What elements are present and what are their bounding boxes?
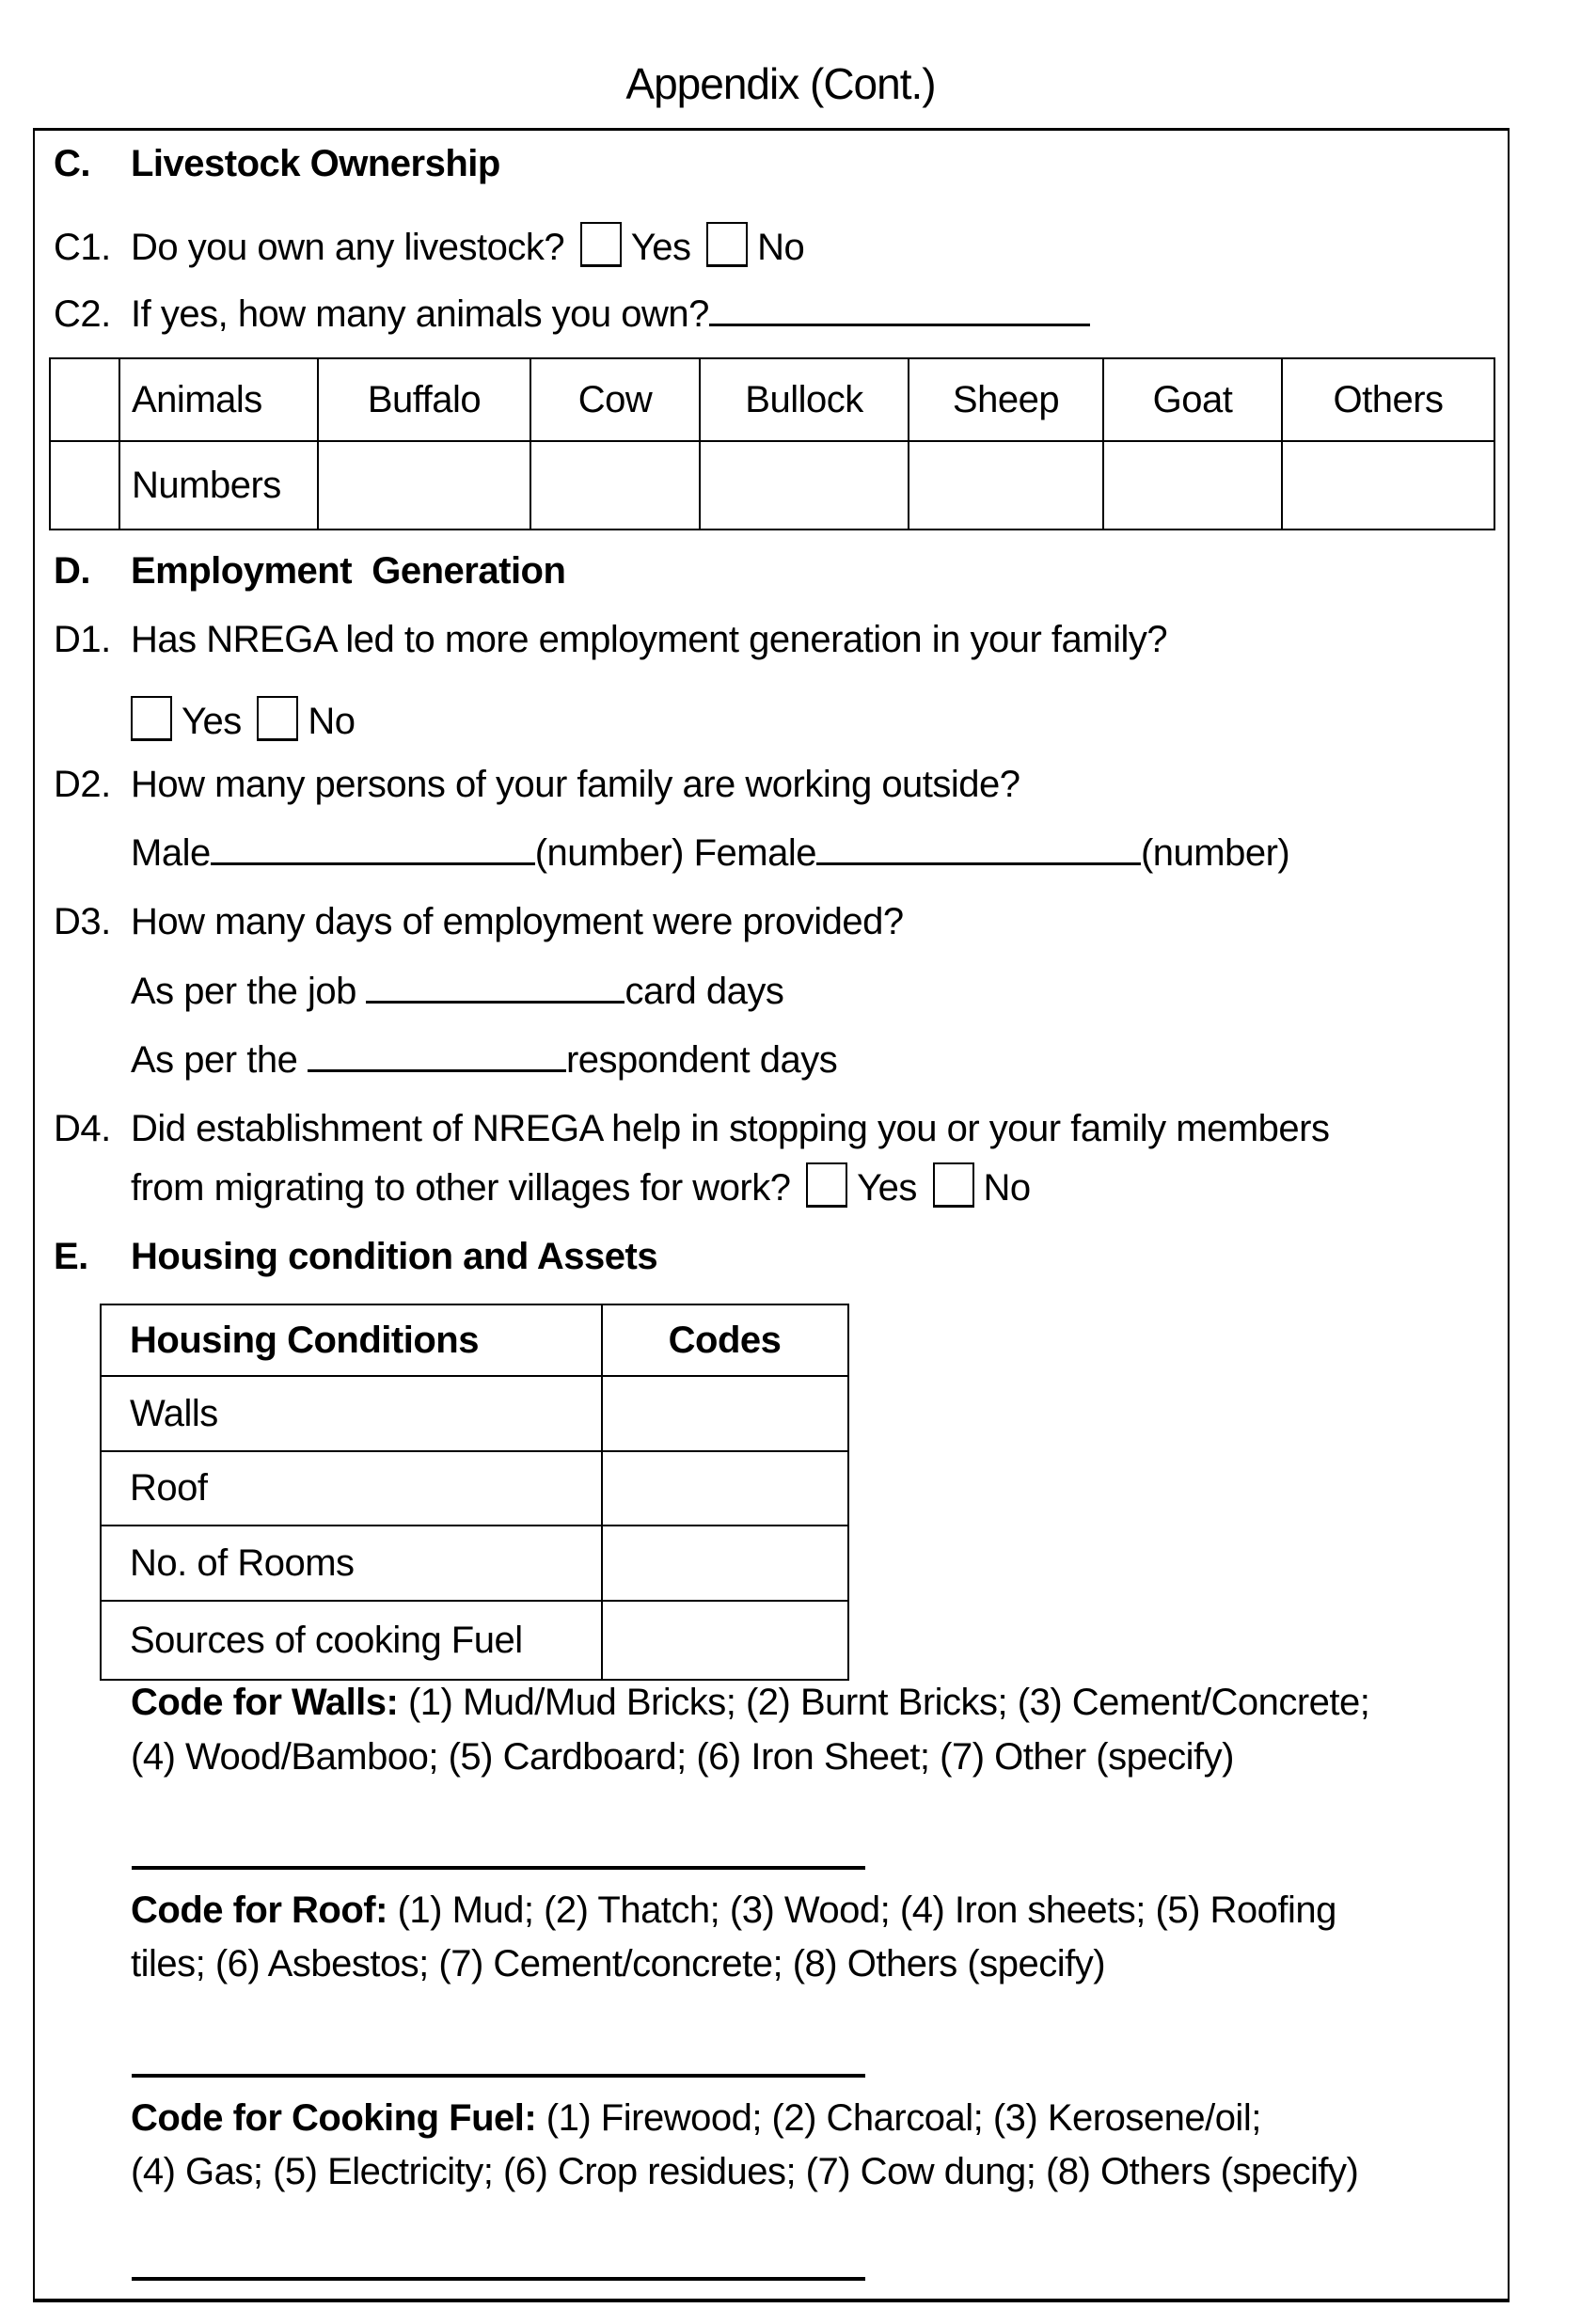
walls-code-legend: Code for Walls: (1) Mud/Mud Bricks; (2) Burnt Bricks; (3) Cement/Concrete; bbox=[131, 1682, 1370, 1723]
d3-respondent: As per the respondent days bbox=[131, 1039, 838, 1081]
buffalo-number-cell[interactable] bbox=[318, 441, 530, 530]
fuel-code-legend-line2: (4) Gas; (5) Electricity; (6) Crop residues; (7) Cow dung; (8) Others (specify) bbox=[131, 2151, 1359, 2192]
male-count-field[interactable] bbox=[211, 862, 535, 865]
table-row bbox=[50, 441, 1494, 530]
d1-options: Yes No bbox=[125, 696, 356, 743]
roof-code-cell[interactable] bbox=[602, 1451, 848, 1526]
c1-yes-checkbox[interactable] bbox=[580, 222, 622, 267]
goat-number-cell[interactable] bbox=[1103, 441, 1282, 530]
housing-table bbox=[100, 1304, 849, 1681]
table-row bbox=[101, 1451, 848, 1526]
rooms-code-cell[interactable] bbox=[602, 1526, 848, 1601]
respondent-days-field[interactable] bbox=[308, 1068, 566, 1072]
d4-yes-checkbox[interactable] bbox=[806, 1162, 847, 1208]
col-others: Others bbox=[1282, 358, 1494, 441]
table-row bbox=[101, 1376, 848, 1451]
walls-code-cell[interactable] bbox=[602, 1376, 848, 1451]
question-c1: C1. Do you own any livestock? Yes No bbox=[54, 222, 804, 269]
row-header-numbers: Numbers bbox=[119, 441, 318, 530]
c1-no-checkbox[interactable] bbox=[706, 222, 748, 267]
fuel-code-cell[interactable] bbox=[602, 1601, 848, 1680]
job-card-days-field[interactable] bbox=[366, 1000, 624, 1004]
question-d2: D2. How many persons of your family are working outside? bbox=[54, 764, 1020, 805]
col-goat: Goat bbox=[1103, 358, 1282, 441]
table-row bbox=[101, 1526, 848, 1601]
question-d4-line2: from migrating to other villages for work? Yes No bbox=[131, 1162, 1031, 1209]
walls-code-legend-line2: (4) Wood/Bamboo; (5) Cardboard; (6) Iron Sheet; (7) Other (specify) bbox=[131, 1736, 1234, 1778]
walls-other-field[interactable] bbox=[132, 1866, 865, 1870]
row-walls: Walls bbox=[101, 1376, 602, 1451]
cow-number-cell[interactable] bbox=[530, 441, 700, 530]
fuel-other-field[interactable] bbox=[132, 2277, 865, 2281]
d1-no-checkbox[interactable] bbox=[257, 696, 298, 741]
female-count-field[interactable] bbox=[816, 862, 1141, 865]
section-e-heading: E. Housing condition and Assets bbox=[54, 1236, 658, 1277]
row-rooms: No. of Rooms bbox=[101, 1526, 602, 1601]
section-d-heading: D. Employment Generation bbox=[54, 550, 566, 592]
d2-answers: Male (number) Female (number) bbox=[131, 832, 1290, 874]
row-header-animals: Animals bbox=[119, 358, 318, 441]
roof-other-field[interactable] bbox=[132, 2074, 865, 2078]
question-c2: C2. If yes, how many animals you own? bbox=[54, 293, 1090, 336]
sheep-number-cell[interactable] bbox=[909, 441, 1103, 530]
table-row bbox=[50, 358, 1494, 441]
question-d1: D1. Has NREGA led to more employment generation in your family? bbox=[54, 619, 1168, 660]
livestock-table bbox=[49, 357, 1495, 530]
bullock-number-cell[interactable] bbox=[700, 441, 909, 530]
d1-yes-checkbox[interactable] bbox=[131, 696, 172, 741]
table-row bbox=[101, 1304, 848, 1376]
header-codes: Codes bbox=[602, 1304, 848, 1376]
col-bullock: Bullock bbox=[700, 358, 909, 441]
c2-answer-field[interactable] bbox=[709, 323, 1090, 326]
header-housing-conditions: Housing Conditions bbox=[101, 1304, 602, 1376]
fuel-code-legend: Code for Cooking Fuel: (1) Firewood; (2) Charcoal; (3) Kerosene/oil; bbox=[131, 2097, 1261, 2139]
section-c-heading: C. Livestock Ownership bbox=[54, 143, 500, 184]
roof-code-legend-line2: tiles; (6) Asbestos; (7) Cement/concrete; (8) Others (specify) bbox=[131, 1943, 1106, 1984]
question-d4: D4. Did establishment of NREGA help in stopping you or your family members bbox=[54, 1108, 1330, 1149]
others-number-cell[interactable] bbox=[1282, 441, 1494, 530]
col-buffalo: Buffalo bbox=[318, 358, 530, 441]
row-cooking-fuel: Sources of cooking Fuel bbox=[101, 1601, 602, 1680]
col-sheep: Sheep bbox=[909, 358, 1103, 441]
row-roof: Roof bbox=[101, 1451, 602, 1526]
d3-job-card: As per the job card days bbox=[131, 971, 784, 1012]
d4-no-checkbox[interactable] bbox=[933, 1162, 974, 1208]
question-d3: D3. How many days of employment were provided? bbox=[54, 901, 904, 942]
table-row bbox=[101, 1601, 848, 1680]
page-title: Appendix (Cont.) bbox=[625, 59, 936, 108]
roof-code-legend: Code for Roof: (1) Mud; (2) Thatch; (3) Wood; (4) Iron sheets; (5) Roofing bbox=[131, 1889, 1336, 1931]
col-cow: Cow bbox=[530, 358, 700, 441]
